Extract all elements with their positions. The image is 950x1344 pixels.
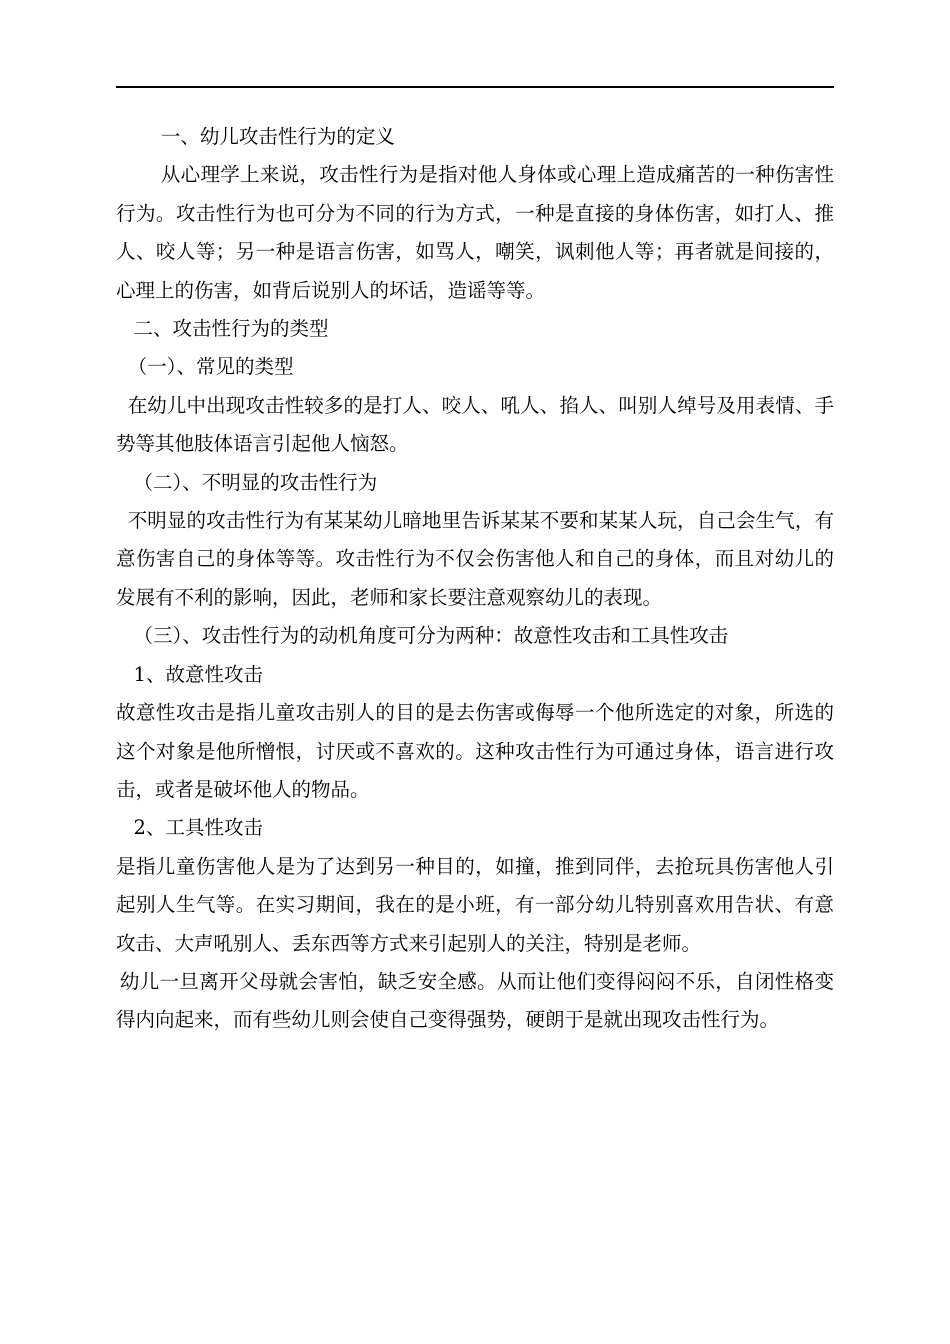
paragraph-definition: 从心理学上来说，攻击性行为是指对他人身体或心理上造成痛苦的一种伤害性行为。攻击性行为也可分为不同的行为方式，一种是直接的身体伤害，如打人、推人、咬人等；另一种是语言伤害，如骂人，嘲笑，讽刺他人等；再者就是间接的，心理上的伤害，如背后说别人的坏话，造谣等等。 bbox=[116, 163, 834, 302]
paragraph-common-types: 在幼儿中出现攻击性较多的是打人、咬人、吼人、掐人、叫别人绰号及用表情、手势等其他肢体语言引起他人恼怒。 bbox=[116, 393, 834, 456]
document-body bbox=[116, 118, 834, 1040]
paragraph-intentional: 故意性攻击是指儿童攻击别人的目的是去伤害或侮辱一个他所选定的对象，所选的这个对象是他所憎恨，讨厌或不喜欢的。这种攻击性行为可通过身体，语言进行攻击，或者是破坏他人的物品。 bbox=[116, 701, 834, 801]
heading-definition: 一、幼儿攻击性行为的定义 bbox=[160, 125, 395, 148]
subheading-intentional: 1、故意性攻击 bbox=[133, 662, 263, 686]
heading-types: 二、攻击性行为的类型 bbox=[133, 317, 329, 341]
subheading-instrumental: 2、工具性攻击 bbox=[133, 816, 263, 840]
paragraph-instrumental: 是指儿童伤害他人是为了达到另一种目的，如撞，推到同伴，去抢玩具伤害他人引起别人生气等。在实习期间，我在的是小班，有一部分幼儿特别喜欢用告状、有意攻击、大声吼别人、丢东西等方式来引起别人的关注，特别是老师。 bbox=[116, 854, 834, 955]
paragraph-separation-anxiety: 幼儿一旦离开父母就会害怕，缺乏安全感。从而让他们变得闷闷不乐，自闭性格变得内向起来，而有些幼儿则会使自己变得强势，硬朗于是就出现攻击性行为。 bbox=[116, 969, 834, 1032]
header-rule bbox=[116, 86, 834, 88]
paragraph-subtle-aggression: 不明显的攻击性行为有某某幼儿暗地里告诉某某不要和某某人玩，自己会生气，有意伤害自己的身体等等。攻击性行为不仅会伤害他人和自己的身体，而且对幼儿的发展有不利的影响，因此，老师和家长要注意观察幼儿的表现。 bbox=[116, 509, 834, 609]
subheading-motivation: （三）、攻击性行为的动机角度可分为两种：故意性攻击和工具性攻击 bbox=[133, 624, 729, 648]
subheading-common-types: （一）、常见的类型 bbox=[127, 355, 294, 379]
subheading-subtle-aggression: （二）、不明显的攻击性行为 bbox=[133, 470, 378, 494]
